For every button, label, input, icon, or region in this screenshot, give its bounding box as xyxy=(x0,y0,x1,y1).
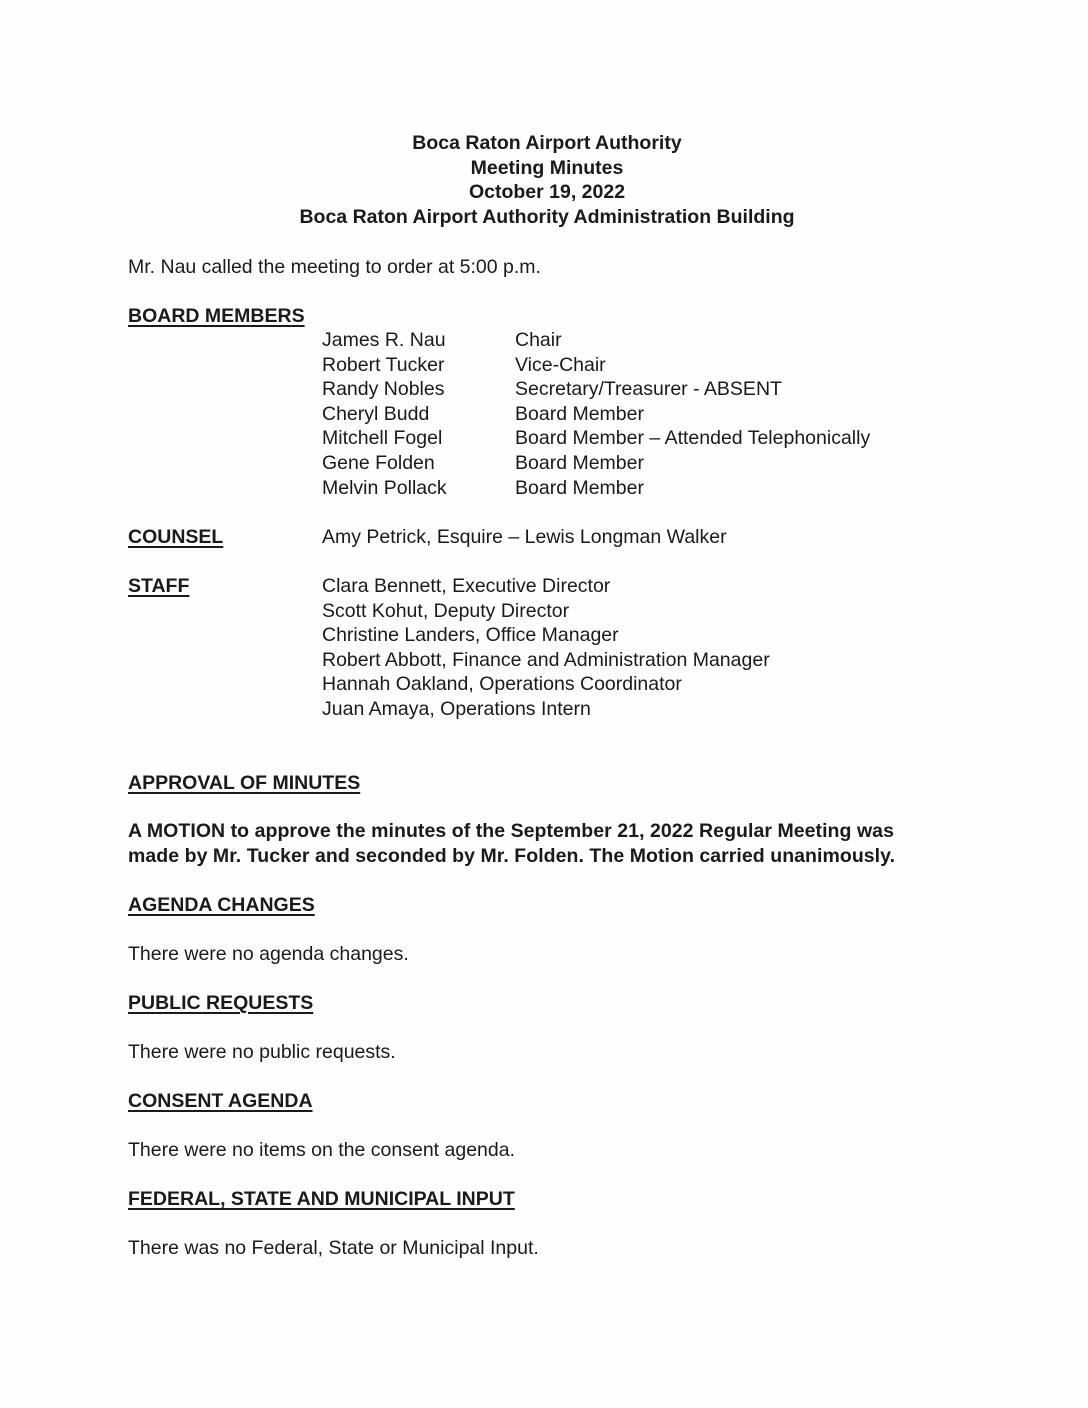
agenda-changes-text: There were no agenda changes. xyxy=(128,943,409,965)
staff-member: Christine Landers, Office Manager xyxy=(322,624,619,647)
member-name: Gene Folden xyxy=(322,451,435,474)
approval-of-minutes-heading: APPROVAL OF MINUTES xyxy=(128,772,361,794)
government-input-heading: FEDERAL, STATE AND MUNICIPAL INPUT xyxy=(128,1188,515,1210)
staff-member: Juan Amaya, Operations Intern xyxy=(322,697,591,720)
member-name: Cheryl Budd xyxy=(322,402,430,425)
org-name: Boca Raton Airport Authority xyxy=(412,132,682,154)
document-type: Meeting Minutes xyxy=(470,156,624,179)
agenda-changes-heading: AGENDA CHANGES xyxy=(128,894,315,916)
board-member-row xyxy=(322,402,870,427)
member-role: Chair xyxy=(515,329,562,351)
call-to-order: Mr. Nau called the meeting to order at 5:00 p.m. xyxy=(128,256,541,278)
meeting-location: Boca Raton Airport Authority Administration Building xyxy=(299,205,795,228)
staff-member: Scott Kohut, Deputy Director xyxy=(322,599,570,622)
member-name: Mitchell Fogel xyxy=(322,427,443,450)
board-member-row xyxy=(322,377,870,402)
board-member-row xyxy=(322,476,870,501)
board-member-row xyxy=(322,426,870,451)
public-requests-heading: PUBLIC REQUESTS xyxy=(128,992,314,1014)
motion-line-1: A MOTION to approve the minutes of the September 21, 2022 Regular Meeting was xyxy=(128,820,894,842)
board-member-row xyxy=(322,451,870,476)
staff-list xyxy=(322,574,770,722)
member-role: Secretary/Treasurer - ABSENT xyxy=(515,378,782,401)
staff-member: Robert Abbott, Finance and Administration Manager xyxy=(322,648,770,671)
counsel-text: Amy Petrick, Esquire – Lewis Longman Walker xyxy=(322,526,727,548)
staff-heading: STAFF xyxy=(128,575,190,597)
counsel-heading: COUNSEL xyxy=(128,526,224,548)
document-title-block xyxy=(0,131,1088,229)
member-name: Robert Tucker xyxy=(322,353,445,376)
staff-member: Clara Bennett, Executive Director xyxy=(322,575,611,597)
member-role: Board Member xyxy=(515,402,644,425)
staff-member: Hannah Oakland, Operations Coordinator xyxy=(322,673,682,696)
public-requests-text: There were no public requests. xyxy=(128,1041,396,1063)
member-role: Board Member – Attended Telephonically xyxy=(515,427,871,450)
consent-agenda-heading: CONSENT AGENDA xyxy=(128,1090,313,1112)
member-name: Melvin Pollack xyxy=(322,476,447,499)
motion-line-2: made by Mr. Tucker and seconded by Mr. Folden. The Motion carried unanimously. xyxy=(128,845,896,867)
board-members-list xyxy=(322,328,870,500)
approval-motion xyxy=(128,819,895,869)
member-name: Randy Nobles xyxy=(322,378,445,401)
board-member-row xyxy=(322,328,870,353)
board-members-heading: BOARD MEMBERS xyxy=(128,305,305,327)
board-member-row xyxy=(322,353,870,378)
meeting-date: October 19, 2022 xyxy=(468,181,626,203)
consent-agenda-text: There were no items on the consent agenda. xyxy=(128,1139,515,1161)
member-role: Board Member xyxy=(515,451,644,474)
member-name: James R. Nau xyxy=(322,329,446,351)
member-role: Vice-Chair xyxy=(515,353,606,376)
government-input-text: There was no Federal, State or Municipal Input. xyxy=(128,1237,539,1259)
member-role: Board Member xyxy=(515,476,644,499)
